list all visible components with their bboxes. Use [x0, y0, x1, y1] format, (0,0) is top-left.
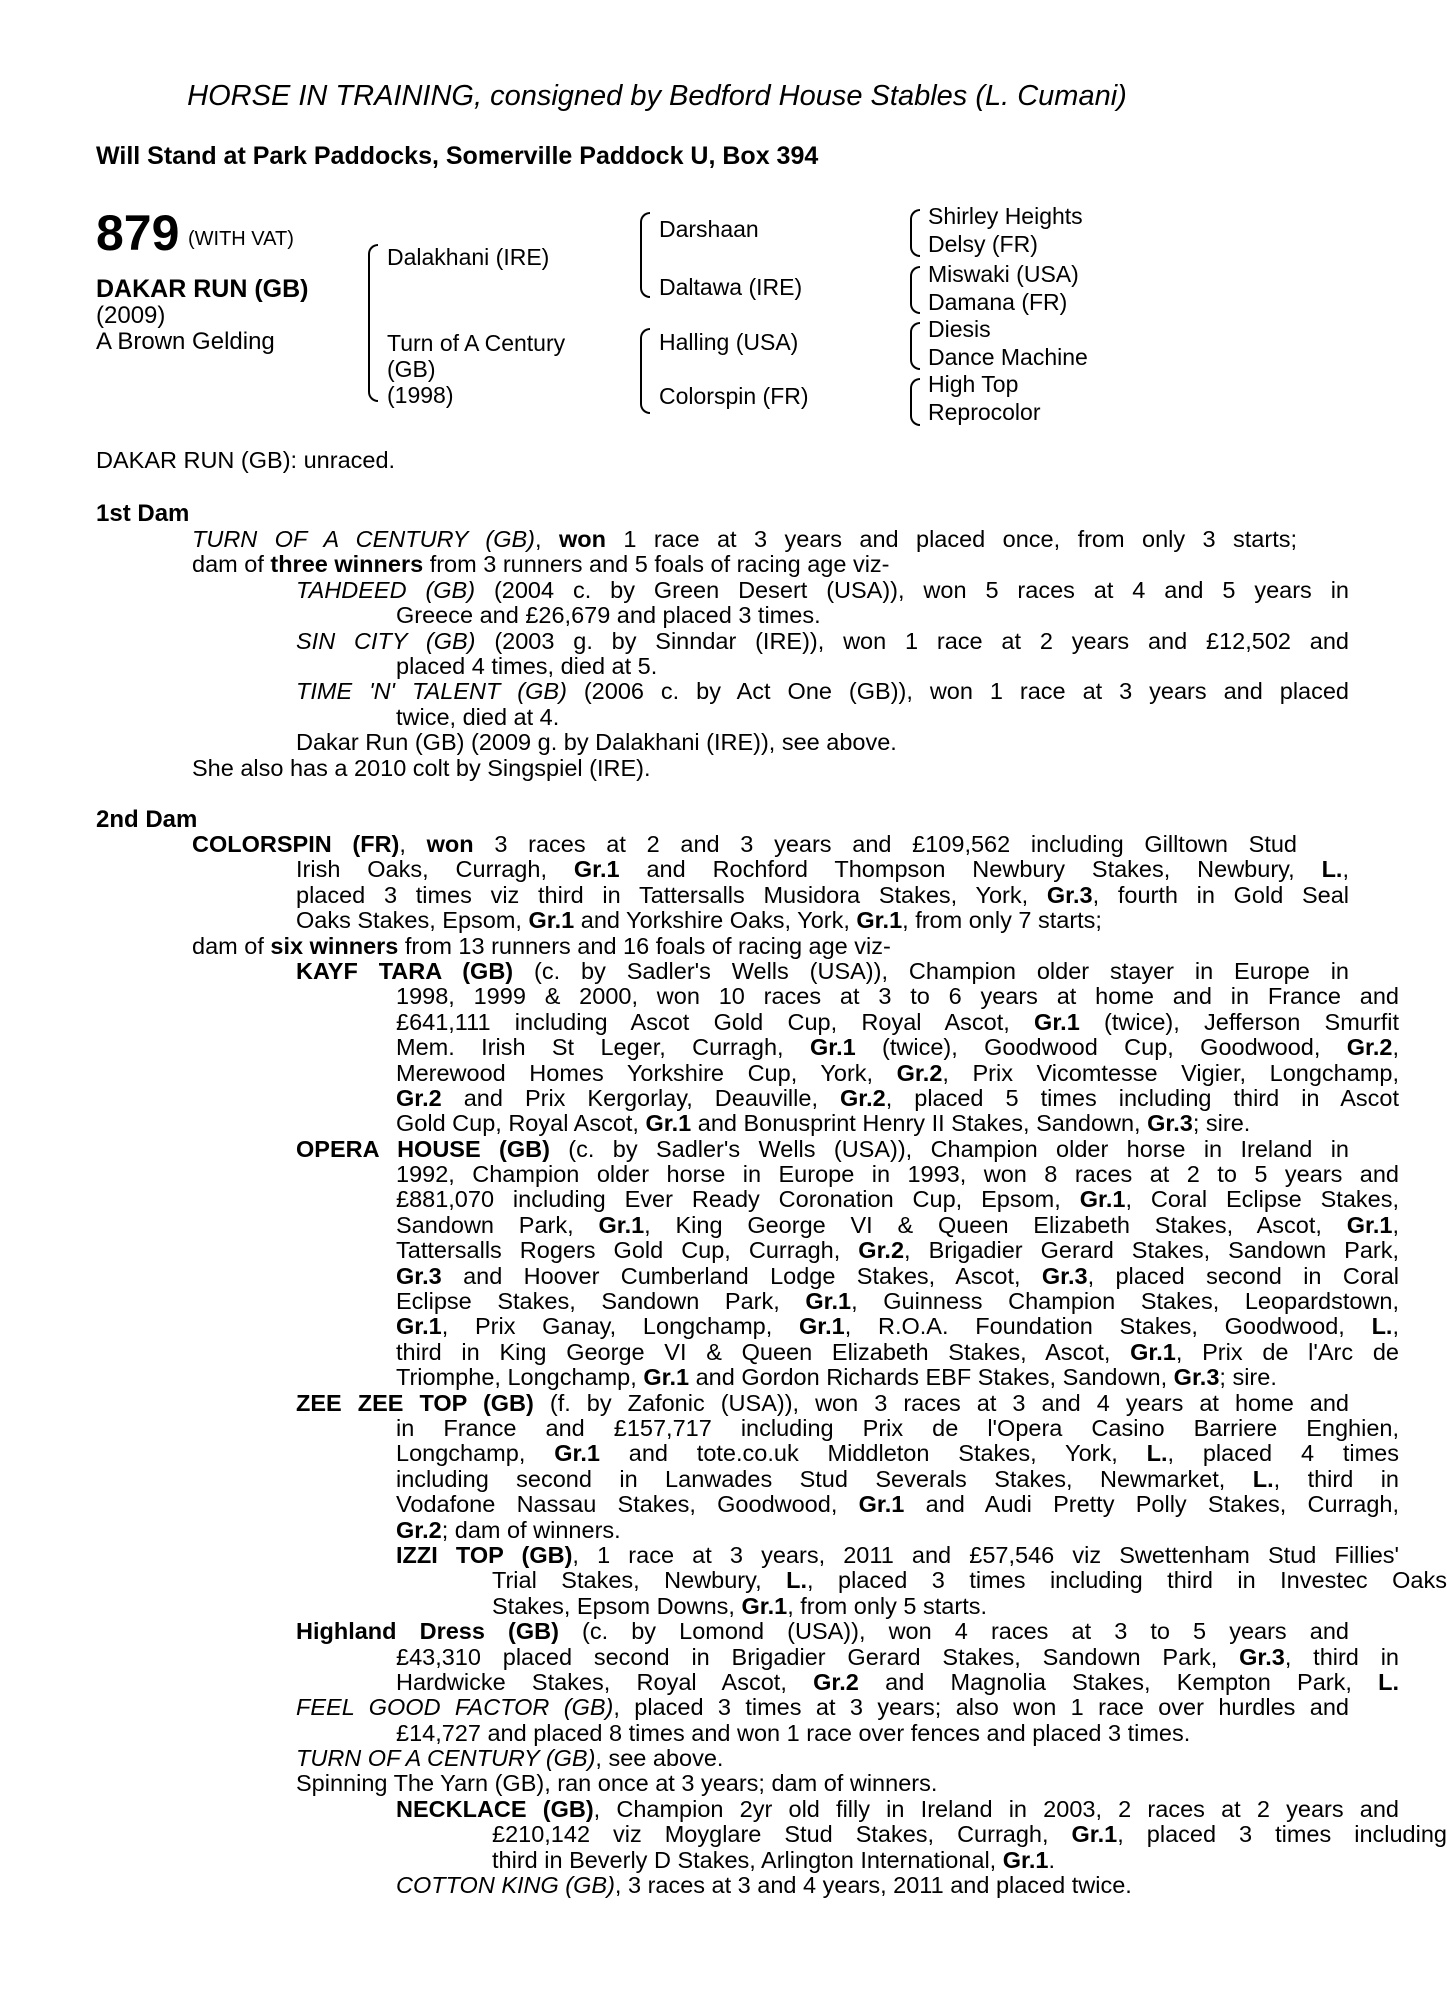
dam2-line: ZEE ZEE TOP (GB) (f. by Zafonic (USA)), won 3 races at 3 and 4 years at home and	[296, 1389, 1349, 1416]
pedigree-dss: Diesis	[928, 316, 991, 342]
dam2-line: Trial Stakes, Newbury, L., placed 3 times including third in Investec Oaks	[492, 1567, 1447, 1594]
dam2-line: dam of six winners from 13 runners and 16 foals of racing age viz-	[192, 932, 891, 959]
dam2-line: 1998, 1999 & 2000, won 10 races at 3 to 6 years at home and in France and	[396, 983, 1399, 1010]
dam1-line: She also has a 2010 colt by Singspiel (IRE).	[192, 754, 651, 781]
pedigree-dam-line1: Turn of A Century	[387, 330, 566, 356]
dam2-line: third in King George VI & Queen Elizabeth Stakes, Ascot, Gr.1, Prix de l'Arc de	[396, 1338, 1399, 1365]
dam1-line: Dakar Run (GB) (2009 g. by Dalakhani (IRE)), see above.	[296, 729, 897, 756]
pedigree-dam-line2: (GB)	[387, 356, 436, 382]
first-dam-section	[0, 526, 1349, 781]
dam2-line: TURN OF A CENTURY (GB), see above.	[296, 1745, 724, 1772]
dam2-line: including second in Lanwades Stud Severals Stakes, Newmarket, L., third in	[396, 1465, 1399, 1492]
pedigree-brace	[910, 209, 920, 257]
dam2-line: Hardwicke Stakes, Royal Ascot, Gr.2 and Magnolia Stakes, Kempton Park, L.	[396, 1668, 1399, 1695]
pedigree-brace	[910, 378, 920, 426]
second-dam-heading: 2nd Dam	[96, 806, 198, 833]
dam2-line: in France and £157,717 including Prix de l'Opera Casino Barriere Enghien,	[396, 1414, 1399, 1441]
pedigree-dam-dam: Colorspin (FR)	[659, 383, 809, 409]
lot-number: 879	[96, 205, 180, 261]
pedigree-sire-sire: Darshaan	[659, 216, 759, 242]
dam2-line: Spinning The Yarn (GB), ran once at 3 years; dam of winners.	[296, 1770, 938, 1797]
dam2-line: £210,142 viz Moyglare Stud Stakes, Curragh, Gr.1, placed 3 times including	[492, 1821, 1447, 1848]
vat-note: (WITH VAT)	[188, 228, 294, 250]
first-dam-heading: 1st Dam	[96, 500, 190, 527]
dam1-line: TIME 'N' TALENT (GB) (2006 c. by Act One (GB)), won 1 race at 3 years and placed	[296, 678, 1349, 705]
dam2-line: Tattersalls Rogers Gold Cup, Curragh, Gr.2, Brigadier Gerard Stakes, Sandown Park,	[396, 1237, 1399, 1264]
dam2-line: Oaks Stakes, Epsom, Gr.1 and Yorkshire Oaks, York, Gr.1, from only 7 starts;	[296, 907, 1102, 934]
pedigree-brace	[910, 266, 920, 314]
dam2-line: £43,310 placed second in Brigadier Gerard Stakes, Sandown Park, Gr.3, third in	[396, 1643, 1399, 1670]
page-title: HORSE IN TRAINING, consigned by Bedford House Stables (L. Cumani)	[187, 80, 1127, 112]
dam2-line: Eclipse Stakes, Sandown Park, Gr.1, Guinness Champion Stakes, Leopardstown,	[396, 1288, 1399, 1315]
dam2-line: £641,111 including Ascot Gold Cup, Royal Ascot, Gr.1 (twice), Jefferson Smurfit	[396, 1008, 1399, 1035]
dam1-line: twice, died at 4.	[396, 703, 560, 730]
horse-year: (2009)	[96, 302, 166, 329]
dam2-line: 1992, Champion older horse in Europe in 1993, won 8 races at 2 to 5 years and	[396, 1161, 1399, 1188]
dam2-line: OPERA HOUSE (GB) (c. by Sadler's Wells (USA)), Champion older horse in Ireland in	[296, 1135, 1350, 1162]
dam1-line: SIN CITY (GB) (2003 g. by Sinndar (IRE)), won 1 race at 2 years and £12,502 and	[296, 627, 1349, 654]
dam2-line: Triomphe, Longchamp, Gr.1 and Gordon Richards EBF Stakes, Sandown, Gr.3; sire.	[396, 1364, 1277, 1391]
horse-description: A Brown Gelding	[96, 328, 275, 355]
dam2-line: Mem. Irish St Leger, Curragh, Gr.1 (twice), Goodwood Cup, Goodwood, Gr.2,	[396, 1034, 1400, 1061]
dam1-line: dam of three winners from 3 runners and 5 foals of racing age viz-	[192, 551, 890, 578]
second-dam-section	[0, 831, 1447, 1899]
dam2-line: placed 3 times viz third in Tattersalls Musidora Stakes, York, Gr.3, fourth in Gold Seal	[296, 881, 1350, 908]
dam2-line: Irish Oaks, Curragh, Gr.1 and Rochford Thompson Newbury Stakes, Newbury, L.,	[296, 856, 1349, 883]
dam1-line: Greece and £26,679 and placed 3 times.	[396, 602, 821, 629]
dam2-line: Gold Cup, Royal Ascot, Gr.1 and Bonusprint Henry II Stakes, Sandown, Gr.3; sire.	[396, 1110, 1251, 1137]
dam1-line: placed 4 times, died at 5.	[396, 652, 658, 679]
pedigree-brace	[640, 328, 650, 414]
dam2-line: third in Beverly D Stakes, Arlington International, Gr.1.	[492, 1846, 1056, 1873]
dam1-line: TAHDEED (GB) (2004 c. by Green Desert (USA)), won 5 races at 4 and 5 years in	[296, 576, 1349, 603]
dam2-line: Highland Dress (GB) (c. by Lomond (USA)), won 4 races at 3 to 5 years and	[296, 1618, 1349, 1645]
dam2-line: COLORSPIN (FR), won 3 races at 2 and 3 years and £109,562 including Gilltown Stud	[192, 831, 1297, 857]
dam2-line: Gr.2 and Prix Kergorlay, Deauville, Gr.2, placed 5 times including third in Ascot	[396, 1084, 1399, 1111]
dam2-line: Stakes, Epsom Downs, Gr.1, from only 5 starts.	[492, 1592, 988, 1619]
race-record: DAKAR RUN (GB): unraced.	[96, 447, 396, 473]
dam2-line: FEEL GOOD FACTOR (GB), placed 3 times at 3 years; also won 1 race over hurdles and	[296, 1694, 1349, 1721]
dam2-line: Gr.3 and Hoover Cumberland Lodge Stakes, Ascot, Gr.3, placed second in Coral	[396, 1262, 1400, 1289]
dam2-line: KAYF TARA (GB) (c. by Sadler's Wells (USA)), Champion older stayer in Europe in	[296, 957, 1349, 984]
pedigree-dds: High Top	[928, 371, 1019, 397]
dam2-line: NECKLACE (GB), Champion 2yr old filly in Ireland in 2003, 2 races at 2 years and	[396, 1795, 1399, 1822]
dam2-line: Vodafone Nassau Stakes, Goodwood, Gr.1 and Audi Pretty Polly Stakes, Curragh,	[396, 1491, 1399, 1518]
pedigree-ssd: Delsy (FR)	[928, 231, 1038, 257]
dam2-line: £881,070 including Ever Ready Coronation Cup, Epsom, Gr.1, Coral Eclipse Stakes,	[396, 1186, 1399, 1213]
pedigree-sdd: Damana (FR)	[928, 289, 1068, 315]
dam2-line: £14,727 and placed 8 times and won 1 race over fences and placed 3 times.	[396, 1719, 1191, 1746]
pedigree-dam-line3: (1998)	[387, 382, 454, 408]
dam2-line: Gr.2; dam of winners.	[396, 1516, 621, 1543]
pedigree-sss: Shirley Heights	[928, 203, 1083, 229]
pedigree-sire-dam: Daltawa (IRE)	[659, 274, 803, 300]
dam2-line: COTTON KING (GB), 3 races at 3 and 4 years, 2011 and placed twice.	[396, 1872, 1132, 1899]
stand-location: Will Stand at Park Paddocks, Somerville Paddock U, Box 394	[96, 142, 819, 170]
dam2-line: Sandown Park, Gr.1, King George VI & Queen Elizabeth Stakes, Ascot, Gr.1,	[396, 1211, 1399, 1238]
dam2-line: Gr.1, Prix Ganay, Longchamp, Gr.1, R.O.A. Foundation Stakes, Goodwood, L.,	[396, 1313, 1399, 1340]
pedigree-ddd: Reprocolor	[928, 399, 1041, 425]
dam2-line: Longchamp, Gr.1 and tote.co.uk Middleton Stakes, York, L., placed 4 times	[396, 1440, 1399, 1467]
dam2-line: IZZI TOP (GB), 1 race at 3 years, 2011 and £57,546 viz Swettenham Stud Fillies'	[396, 1541, 1400, 1568]
pedigree-dsd: Dance Machine	[928, 344, 1088, 370]
horse-name: DAKAR RUN (GB)	[96, 275, 309, 303]
pedigree-brace	[640, 212, 650, 298]
pedigree-sire: Dalakhani (IRE)	[387, 244, 550, 270]
pedigree-brace	[368, 244, 378, 402]
pedigree-dam-sire: Halling (USA)	[659, 329, 799, 355]
pedigree-sds: Miswaki (USA)	[928, 261, 1079, 287]
dam2-line: Merewood Homes Yorkshire Cup, York, Gr.2, Prix Vicomtesse Vigier, Longchamp,	[396, 1059, 1399, 1086]
pedigree-brace	[910, 322, 920, 370]
dam1-line: TURN OF A CENTURY (GB), won 1 race at 3 years and placed once, from only 3 starts;	[192, 526, 1297, 552]
